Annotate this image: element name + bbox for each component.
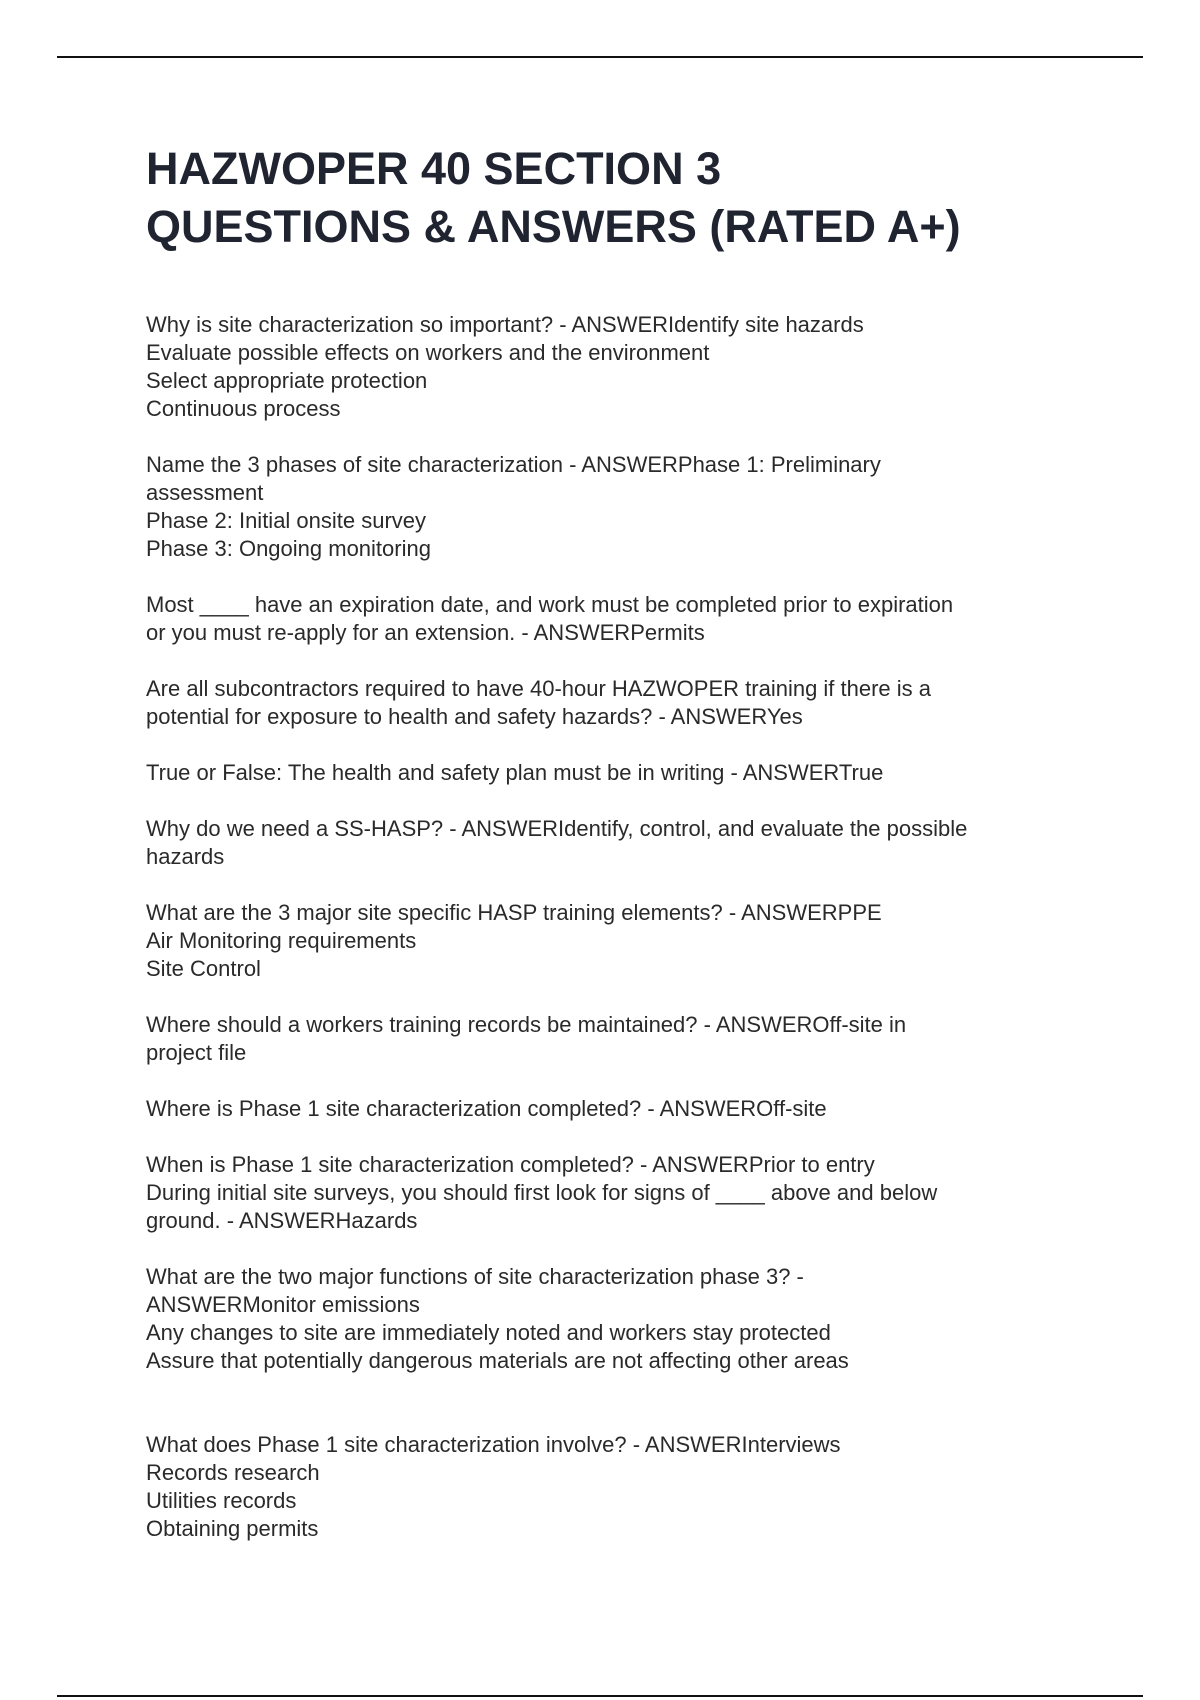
qa-item (146, 759, 1106, 787)
qa-item (146, 591, 1106, 647)
qa-item (146, 1431, 1106, 1543)
qa-item (146, 1263, 1106, 1375)
qa-text-line: Phase 2: Initial onsite survey (146, 508, 427, 533)
qa-text-line: Name the 3 phases of site characterization - ANSWERPhase 1: Preliminary (146, 452, 881, 477)
qa-text-line: Air Monitoring requirements (146, 928, 417, 953)
qa-text-line: Are all subcontractors required to have 40-hour HAZWOPER training if there is a (146, 676, 932, 701)
qa-text-line: Most ____ have an expiration date, and work must be completed prior to expiration (146, 592, 954, 617)
qa-item (146, 1151, 1106, 1235)
qa-text-line: assessment (146, 480, 264, 505)
qa-text-line: What are the 3 major site specific HASP training elements? - ANSWERPPE (146, 900, 882, 925)
qa-text-line: potential for exposure to health and safety hazards? - ANSWERYes (146, 704, 803, 729)
qa-text-line: Evaluate possible effects on workers and the environment (146, 340, 710, 365)
qa-text-line: Site Control (146, 956, 261, 981)
qa-text-line: Why do we need a SS-HASP? - ANSWERIdentify, control, and evaluate the possible (146, 816, 968, 841)
qa-list (146, 311, 1106, 1571)
title-line-2: QUESTIONS & ANSWERS (RATED A+) (146, 201, 961, 252)
qa-text-line: or you must re-apply for an extension. - ANSWERPermits (146, 620, 705, 645)
qa-text-line: When is Phase 1 site characterization completed? - ANSWERPrior to entry (146, 1152, 875, 1177)
qa-text-line: During initial site surveys, you should first look for signs of ____ above and below (146, 1180, 938, 1205)
qa-text-line: Any changes to site are immediately noted and workers stay protected (146, 1320, 831, 1345)
page-title (146, 140, 1126, 256)
qa-text-line: Utilities records (146, 1488, 297, 1513)
qa-text-line: project file (146, 1040, 247, 1065)
qa-item (146, 899, 1106, 983)
qa-item (146, 1095, 1106, 1123)
qa-text-line: True or False: The health and safety plan must be in writing - ANSWERTrue (146, 760, 884, 785)
qa-text-line: Records research (146, 1460, 320, 1485)
qa-text-line: Select appropriate protection (146, 368, 428, 393)
qa-item (146, 1011, 1106, 1067)
qa-text-line: ANSWERMonitor emissions (146, 1292, 420, 1317)
qa-text-line: Why is site characterization so important? - ANSWERIdentify site hazards (146, 312, 864, 337)
qa-text-line: ground. - ANSWERHazards (146, 1208, 418, 1233)
qa-item (146, 451, 1106, 563)
qa-item (146, 311, 1106, 423)
qa-text-line: Where is Phase 1 site characterization completed? - ANSWEROff-site (146, 1096, 827, 1121)
qa-text-line: Where should a workers training records be maintained? - ANSWEROff-site in (146, 1012, 907, 1037)
title-line-1: HAZWOPER 40 SECTION 3 (146, 143, 722, 194)
qa-text-line: Phase 3: Ongoing monitoring (146, 536, 431, 561)
bottom-rule (57, 1695, 1143, 1697)
qa-text-line: What does Phase 1 site characterization involve? - ANSWERInterviews (146, 1432, 841, 1457)
top-rule (57, 56, 1143, 58)
qa-text-line: What are the two major functions of site characterization phase 3? - (146, 1264, 804, 1289)
qa-text-line: hazards (146, 844, 225, 869)
qa-text-line: Continuous process (146, 396, 341, 421)
qa-text-line: Obtaining permits (146, 1516, 319, 1541)
qa-item (146, 675, 1106, 731)
qa-text-line: Assure that potentially dangerous materials are not affecting other areas (146, 1348, 849, 1373)
qa-item (146, 815, 1106, 871)
